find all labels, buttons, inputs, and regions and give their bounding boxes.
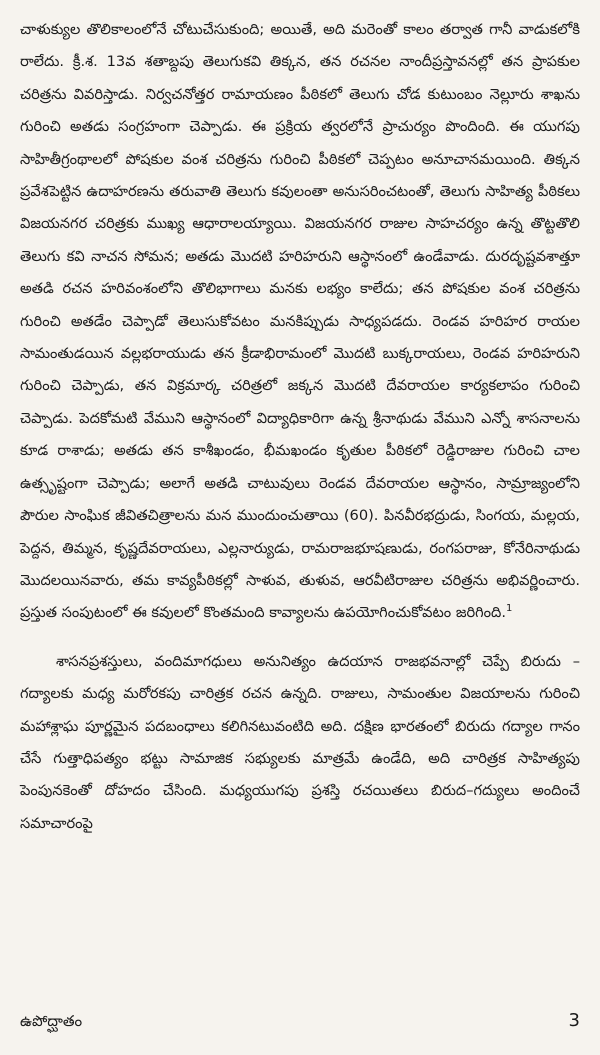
running-section-title: ఉపోద్ఘాతం [20, 1012, 83, 1030]
body-paragraph-1 [20, 14, 580, 630]
paragraph-1-text: చాళుక్యుల తొలికాలంలోనే చోటుచేసుకుంది; అయితే, అది మరెంతో కాలం తర్వాత గానీ వాడుకలోకి రాలేదు. క్రీ.శ. 13వ శతాబ్దపు తెలుగుకవి తిక్కన, తన రచనల నాందీప్రస్తావనల్లో తన ప్రాపకుల చరిత్రను వివరిస్తాడు. నిర్వచనోత్తర రామాయణం పీఠికలో తెలుగు చోడ కుటుంబం నెల్లూరు శాఖను గురించి అతడు సంగ్రహంగా చెప్పాడు. ఈ ప్రక్రియ త్వరలోనే ప్రాచుర్యం పొందింది. ఈ యుగపు సాహితీగ్రంథాలలో పోషకుల వంశ చరిత్రను గురించి పీఠికలో చెప్పటం అనూచానమయింది. తిక్కన ప్రవేశపెట్టిన ఉదాహరణను తరువాతి తెలుగు కవులంతా అనుసరించటంతో, తెలుగు సాహిత్య పీఠికలు విజయనగర చరిత్రకు ముఖ్య ఆధారాలయ్యాయి. విజయనగర రాజుల సాహచర్యం ఉన్న తొట్టతొలి తెలుగు కవి నాచన సోమన; అతడు మొదటి హరిహరుని ఆస్థానంలో ఉండేవాడు. దురదృష్టవశాత్తూ అతడి రచన హరివంశంలోని తొలిభాగాలు మనకు లభ్యం కాలేదు; తన పోషకుల వంశ చరిత్రను గురించి అతడేం చెప్పాడో తెలుసుకోవటం మనకిప్పుడు సాధ్యపడదు. రెండవ హరిహర రాయల సామంతుడయిన వల్లభరాయుడు తన క్రీడాభిరామంలో మొదటి బుక్కరాయలు, రెండవ హరిహరుని గురించి చెప్పాడు, తన విక్రమార్క చరిత్రలో జక్కన మొదటి దేవరాయల కార్యకలాపం గురించి చెప్పాడు. పెదకోమటి వేముని ఆస్థానంలో విద్యాధికారిగా ఉన్న శ్రీనాథుడు వేముని ఎన్నో శాసనాలను కూడ రాశాడు; అతడు తన కాశీఖండం, భీమఖండం కృతుల పీఠికలో రెడ్డిరాజుల గురించి చాల ఉత్సృష్టంగా చెప్పాడు; అలాగే అతడి చాటువులు రెండవ దేవరాయల ఆస్థానం, సామ్రాజ్యంలోని పౌరుల సాంఘిక జీవితచిత్రాలను మన ముందుంచుతాయి (60). పినవీరభద్రుడు, సింగయ, మల్లయ, పెద్దన, తిమ్మన, కృష్ణదేవరాయలు, ఎల్లనార్యుడు, రామరాజభూషణుడు, రంగపరాజు, కోనేరినాథుడు మొదలయినవారు, తమ కావ్యపీఠికల్లో సాళువ, తుళువ, ఆరవీటిరాజుల చరిత్రను అభివర్ణించారు. ప్రస్తుత సంపుటంలో ఈ కవులలో కొంతమంది కావ్యాలను ఉపయోగించుకోవటం జరిగింది. [20, 21, 580, 622]
page-number: 3 [568, 1010, 580, 1031]
page-footer [20, 1010, 580, 1034]
body-paragraph-2: శాసనప్రశస్తులు, వందిమాగధులు అనునిత్యం ఉదయాన రాజభవనాల్లో చెప్పే బిరుదు –గద్యాలకు మధ్య మరోరకపు చారిత్రక రచన ఉన్నది. రాజులు, సామంతుల విజయాలను గురించి మహాశ్లాఘ పూర్ణమైన పదబంధాలు కలిగినటువంటిది అది. దక్షిణ భారతంలో బిరుదు గద్యాల గానం చేసే గుత్తాధిపత్యం భట్టు సామాజిక సభ్యులకు మాత్రమే ఉండేది, అది చారిత్రక సాహిత్యపు పెంపునకెంతో దోహదం చేసింది. మధ్యయుగపు ప్రశస్తి రచయితలు బిరుద–గద్యులు అందించే సమాచారంపై [20, 652, 580, 832]
footnote-marker: 1 [506, 603, 513, 615]
